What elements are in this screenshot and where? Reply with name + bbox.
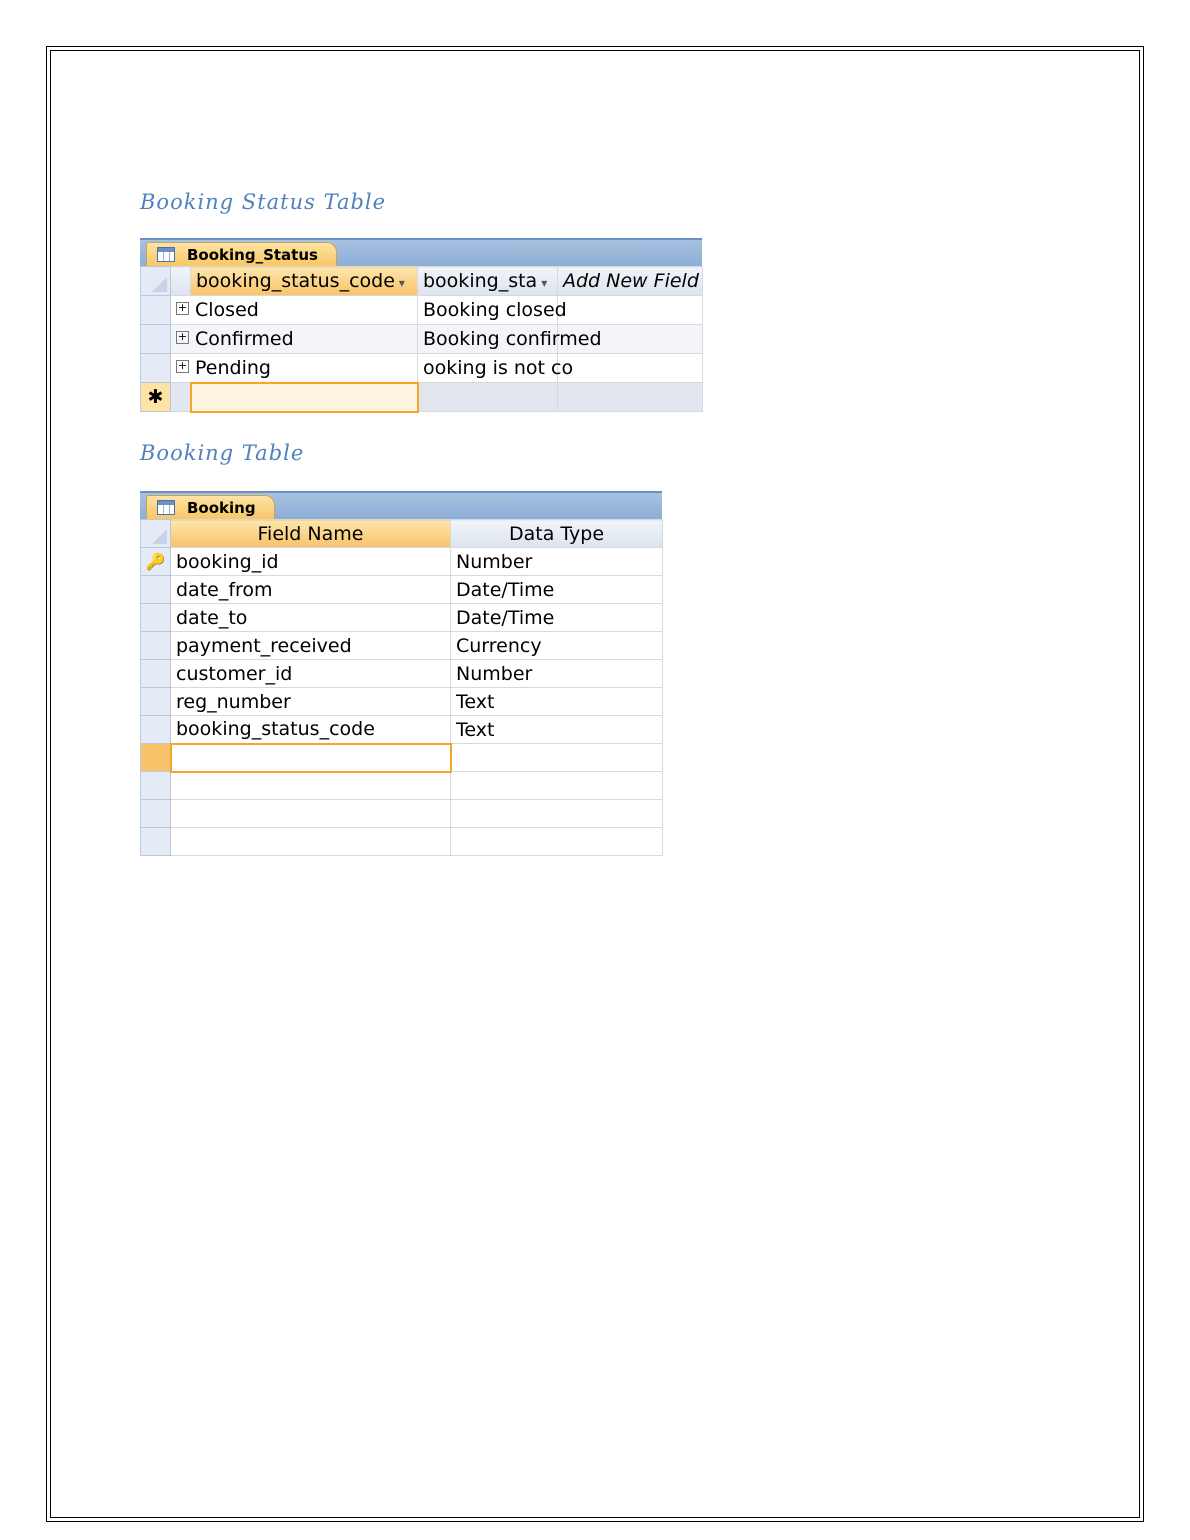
booking-status-grid bbox=[140, 266, 703, 413]
row-selector[interactable] bbox=[141, 325, 171, 354]
data-type-cell[interactable]: Text bbox=[451, 716, 663, 744]
expand-plus-icon[interactable]: + bbox=[177, 301, 188, 314]
booking-status-tabbar bbox=[140, 238, 702, 266]
booking-tabbar bbox=[140, 491, 662, 519]
expand-header-cell bbox=[171, 267, 191, 296]
table-row bbox=[141, 660, 663, 688]
booking-table-caption: Booking Table bbox=[140, 441, 305, 465]
expand-plus-icon[interactable]: + bbox=[177, 330, 188, 343]
select-all-cell[interactable] bbox=[141, 520, 171, 548]
current-empty-row bbox=[141, 744, 663, 772]
table-row bbox=[141, 354, 703, 383]
row-selector[interactable] bbox=[141, 828, 171, 856]
row-selector[interactable] bbox=[141, 800, 171, 828]
booking-status-tab[interactable] bbox=[146, 242, 337, 268]
new-record-expand-cell bbox=[171, 383, 191, 412]
data-type-cell[interactable]: Currency bbox=[451, 632, 663, 660]
description-cell[interactable]: ooking is not co bbox=[418, 354, 558, 383]
new-record-star-icon[interactable]: ✱ bbox=[141, 383, 171, 412]
empty-cell[interactable] bbox=[558, 296, 703, 325]
booking-status-header-row bbox=[141, 267, 703, 296]
current-row-selector[interactable] bbox=[141, 744, 171, 772]
dropdown-arrow-icon[interactable]: ▾ bbox=[398, 276, 405, 290]
booking-header-row bbox=[141, 520, 663, 548]
new-record-row bbox=[141, 383, 703, 412]
field-name-cell[interactable]: booking_id bbox=[171, 548, 451, 576]
booking-status-caption: Booking Status Table bbox=[140, 190, 387, 214]
empty-row bbox=[141, 800, 663, 828]
current-field-name-cell[interactable] bbox=[171, 744, 451, 772]
column-header-booking-status-code[interactable]: booking_status_code ▾ bbox=[191, 267, 418, 296]
table-row bbox=[141, 716, 663, 744]
column-header-add-new-field[interactable]: Add New Field bbox=[558, 267, 703, 296]
select-all-corner-icon bbox=[152, 529, 167, 544]
table-row bbox=[141, 576, 663, 604]
code-cell[interactable]: + Pending bbox=[171, 354, 418, 383]
field-name-cell[interactable]: payment_received bbox=[171, 632, 451, 660]
data-type-cell[interactable]: Number bbox=[451, 660, 663, 688]
table-row bbox=[141, 325, 703, 354]
data-type-cell[interactable]: Number bbox=[451, 548, 663, 576]
primary-key-icon[interactable]: 🔑 bbox=[141, 548, 171, 576]
data-type-cell[interactable]: Text bbox=[451, 688, 663, 716]
row-selector[interactable] bbox=[141, 660, 171, 688]
select-all-cell[interactable] bbox=[141, 267, 171, 296]
field-name-cell[interactable]: date_to bbox=[171, 604, 451, 632]
field-name-cell[interactable]: date_from bbox=[171, 576, 451, 604]
row-selector[interactable] bbox=[141, 772, 171, 800]
booking-status-datasheet bbox=[140, 238, 702, 418]
empty-cell[interactable] bbox=[558, 354, 703, 383]
empty-data-type-cell[interactable] bbox=[451, 828, 663, 856]
description-cell[interactable]: Booking closed bbox=[418, 296, 558, 325]
code-cell[interactable]: + Confirmed bbox=[171, 325, 418, 354]
row-selector[interactable] bbox=[141, 716, 171, 744]
new-record-empty-cell[interactable] bbox=[558, 383, 703, 412]
select-all-corner-icon bbox=[152, 277, 167, 292]
table-row bbox=[141, 296, 703, 325]
row-selector[interactable] bbox=[141, 576, 171, 604]
empty-field-name-cell[interactable] bbox=[171, 772, 451, 800]
description-cell[interactable]: Booking confirmed bbox=[418, 325, 558, 354]
field-name-cell[interactable]: customer_id bbox=[171, 660, 451, 688]
empty-row bbox=[141, 828, 663, 856]
dropdown-arrow-icon[interactable]: ▾ bbox=[541, 276, 548, 290]
row-selector[interactable] bbox=[141, 632, 171, 660]
new-record-code-cell[interactable] bbox=[191, 383, 418, 412]
empty-field-name-cell[interactable] bbox=[171, 800, 451, 828]
booking-tab[interactable] bbox=[146, 495, 275, 521]
empty-data-type-cell[interactable] bbox=[451, 772, 663, 800]
table-icon bbox=[157, 500, 175, 515]
current-data-type-cell[interactable] bbox=[451, 744, 663, 772]
empty-row bbox=[141, 772, 663, 800]
empty-field-name-cell[interactable] bbox=[171, 828, 451, 856]
column-header-booking-status[interactable]: booking_sta ▾ bbox=[418, 267, 558, 296]
row-selector[interactable] bbox=[141, 296, 171, 325]
data-type-cell[interactable]: Date/Time bbox=[451, 604, 663, 632]
field-name-cell[interactable]: reg_number bbox=[171, 688, 451, 716]
booking-status-tab-label: Booking_Status bbox=[187, 246, 318, 264]
expand-plus-icon[interactable]: + bbox=[177, 358, 188, 372]
table-row bbox=[141, 632, 663, 660]
column-header-field-name[interactable]: Field Name bbox=[171, 520, 451, 548]
row-selector[interactable] bbox=[141, 604, 171, 632]
column-header-data-type[interactable]: Data Type bbox=[451, 520, 663, 548]
table-row bbox=[141, 604, 663, 632]
row-selector[interactable] bbox=[141, 354, 171, 383]
empty-data-type-cell[interactable] bbox=[451, 800, 663, 828]
field-name-cell[interactable]: booking_status_code bbox=[171, 716, 451, 744]
table-row bbox=[141, 548, 663, 576]
booking-design-view bbox=[140, 491, 662, 864]
table-icon bbox=[157, 247, 175, 262]
row-selector[interactable] bbox=[141, 688, 171, 716]
code-cell[interactable]: + Closed bbox=[171, 296, 418, 325]
table-row bbox=[141, 688, 663, 716]
booking-field-grid bbox=[140, 519, 663, 856]
new-record-description-cell[interactable] bbox=[418, 383, 558, 412]
data-type-cell[interactable]: Date/Time bbox=[451, 576, 663, 604]
booking-tab-label: Booking bbox=[187, 499, 256, 517]
